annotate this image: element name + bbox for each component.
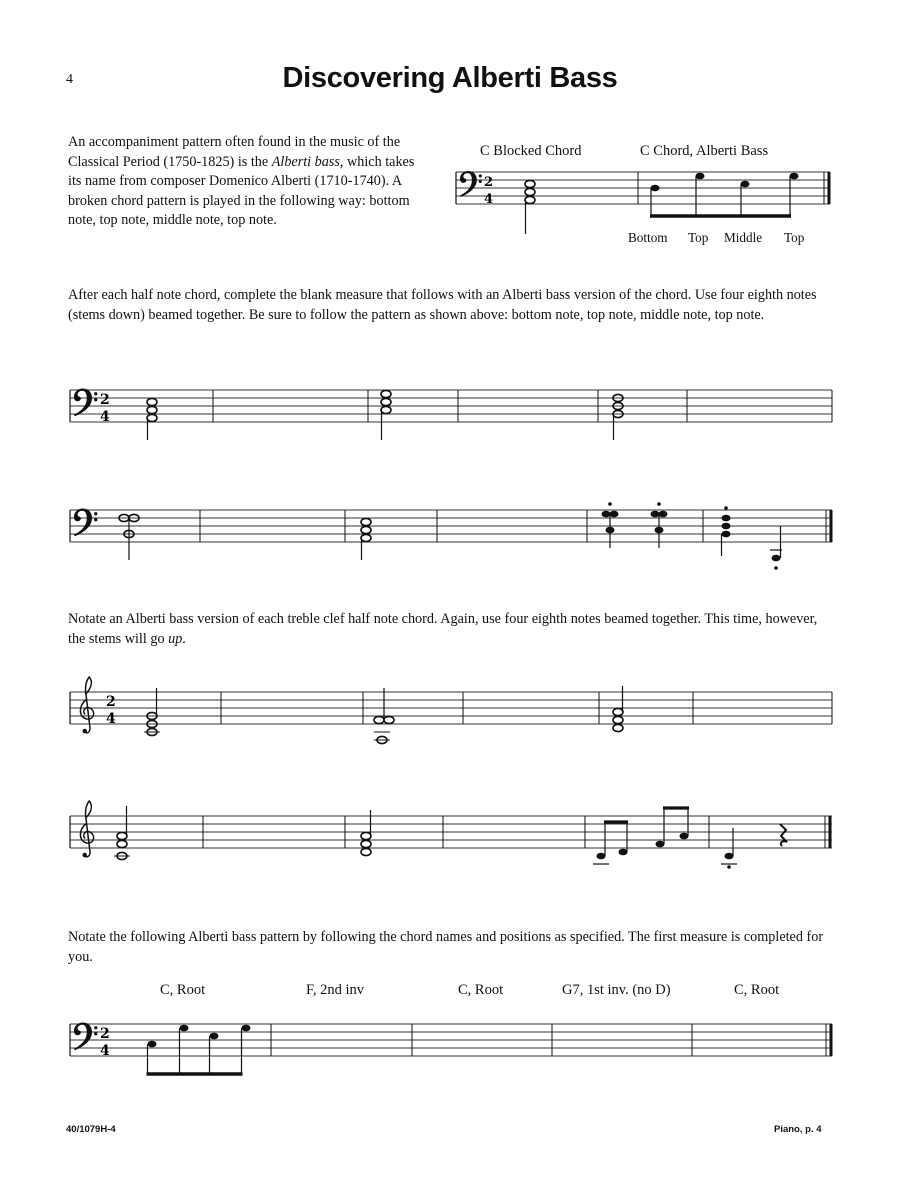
chord-label-3: C, Root (458, 982, 504, 998)
chord-label-2: F, 2nd inv (306, 982, 365, 998)
page-title: Discovering Alberti Bass (282, 62, 618, 94)
svg-text:2: 2 (100, 392, 110, 408)
alberti-chord-label: C Chord, Alberti Bass (640, 143, 769, 159)
chord-label-1: C, Root (160, 982, 206, 998)
blocked-chord-label: C Blocked Chord (480, 143, 582, 159)
svg-text:4: 4 (106, 711, 116, 727)
svg-text:2: 2 (106, 694, 116, 710)
quarter-rest (780, 824, 787, 846)
example-blocked-chord (525, 180, 535, 203)
bass-chord-5 (361, 518, 371, 541)
bass-chord-1 (147, 398, 157, 421)
treble-chord-3 (613, 708, 623, 731)
treble-text-2: . (182, 630, 186, 647)
bass-chord-2 (381, 390, 391, 413)
pattern-label-top-2: Top (784, 230, 805, 245)
svg-text:4: 4 (484, 192, 494, 207)
footer-code: 40/1079H-4 (66, 1124, 116, 1135)
intro-em: Alberti bass (271, 153, 340, 170)
chord-names-instructions: Notate the following Alberti bass pattern by following the chord names and positions as specified. The first measure is completed for you. (68, 929, 824, 965)
svg-text:2: 2 (100, 1026, 110, 1042)
treble-text-1: Notate an Alberti bass version of each treble clef half note chord. Again, use four eighth notes beamed together. This time, however, the stems will go (68, 611, 818, 647)
treble-staff-2 (70, 801, 832, 869)
pattern-label-top-1: Top (688, 230, 709, 245)
svg-text:2: 2 (484, 175, 494, 190)
chord-label-5: C, Root (734, 982, 780, 998)
chord-label-4: G7, 1st inv. (no D) (562, 982, 671, 998)
example-staff (456, 171, 830, 234)
pattern-label-middle: Middle (724, 230, 763, 245)
bass-exercise-instructions: After each half note chord, complete the blank measure that follows with an Alberti bass version of the chord. Use four eighth notes (stems down) beamed together. Be sure to follow the pattern as shown above: bottom note, top note, middle note, top note. (68, 287, 817, 323)
intro-text-1: An accompaniment pattern often found in the music of the Classical Period (1750-1825) is the (68, 134, 401, 170)
svg-text:4: 4 (100, 409, 110, 425)
bass-staff-2 (70, 502, 832, 570)
bass-staff-3 (70, 1023, 832, 1075)
treble-em: up (168, 630, 183, 647)
treble-chord-5 (361, 832, 371, 855)
intro-text-2: , which takes its name from composer Domenico Alberti (1710-1740). A broken chord pattern is played in the following way: bottom note, top note, middle note, top note. (68, 153, 415, 228)
page-number: 4 (66, 72, 73, 87)
bass-staff-1 (70, 389, 832, 441)
example-alberti-notes (651, 173, 799, 192)
treble-eighth-notes (597, 833, 734, 869)
svg-text:4: 4 (100, 1043, 110, 1059)
treble-staff-1 (70, 677, 832, 744)
bass-quarter-chords (602, 502, 781, 570)
pattern-label-bottom: Bottom (628, 230, 668, 245)
footer-page: Piano, p. 4 (774, 1124, 822, 1135)
completed-alberti-notes (148, 1025, 251, 1048)
